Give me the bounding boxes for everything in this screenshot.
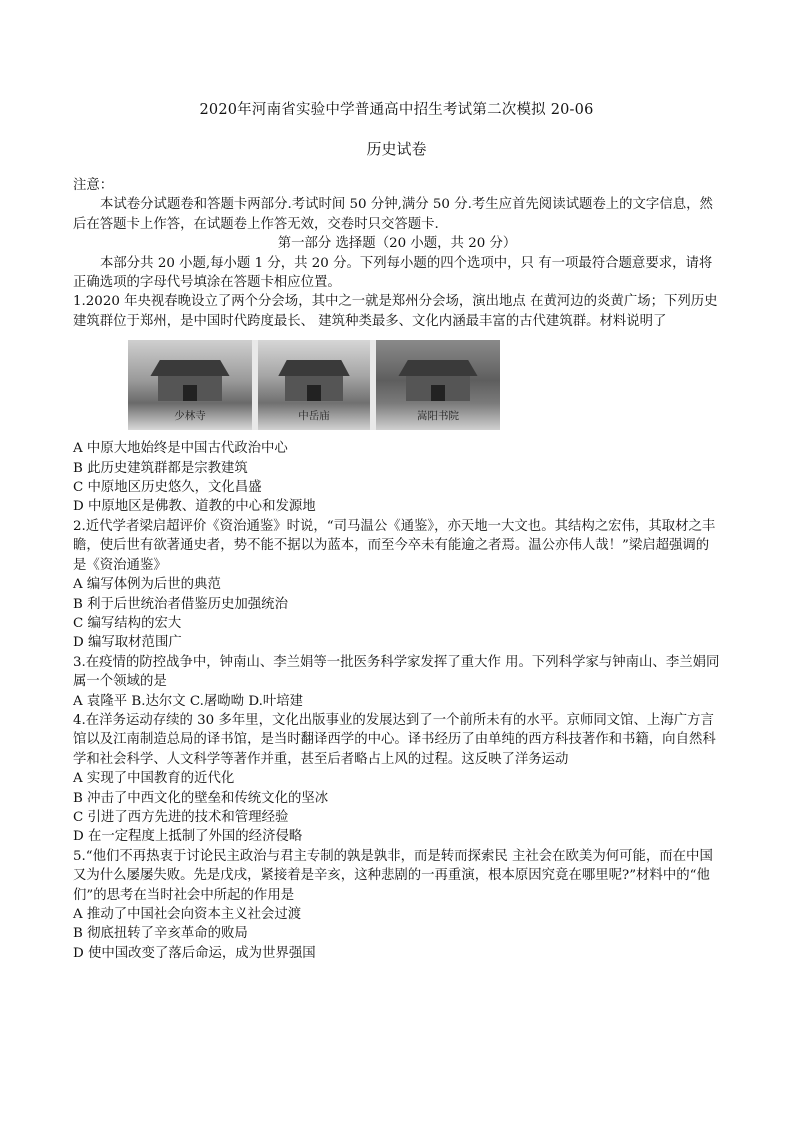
zhongyue-temple-photo — [258, 340, 370, 430]
building-photos — [128, 340, 500, 430]
section-title: 第一部分 选择题（20 小题，共 20 分） — [277, 236, 517, 252]
question-2-option-c: C 编写结构的宏大 — [73, 615, 182, 631]
question-2-stem: 2.近代学者梁启超评价《资治通鉴》时说，“司马温公《通鉴》，亦天地一大文也。其结构之宏伟，其取材之丰瞻，使后世有欲著通史者，势不能不据以为蓝本，而至今卒未有能逾之者焉。温公亦伟人哉！”梁启超强调的是《资治通鉴》 — [73, 518, 716, 573]
shaolin-temple-photo — [128, 340, 252, 430]
question-1-stem: 1.2020 年央视春晚设立了两个分会场，其中之一就是郑州分会场，演出地点 在黄河边的炎黄广场；下列历史建筑群位于郑州，是中国时代跨度最长、 建筑种类最多、文化内涵最丰富的古代建筑群。材料说明了 — [73, 294, 718, 329]
question-4-option-b: B 冲击了中西文化的壁垒和传统文化的坚冰 — [73, 790, 329, 806]
songyang-academy-photo — [376, 340, 500, 430]
question-3-options: A 袁隆平 B.达尔文 C.屠呦呦 D.叶培建 — [73, 693, 304, 709]
question-2-option-b: B 利于后世统治者借鉴历史加强统治 — [73, 596, 288, 612]
exam-title: 2020年河南省实验中学普通高中招生考试第二次模拟 20-06 — [199, 102, 594, 118]
question-2-option-a: A 编写体例为后世的典范 — [73, 577, 221, 593]
section-intro: 本部分共 20 小题,每小题 1 分，共 20 分。下列每小题的四个选项中，只 有一项最符合题意要求，请将正确选项的字母代号填涂在答题卡相应位置。 — [73, 255, 713, 291]
exam-body — [73, 176, 721, 963]
question-1-option-a: A 中原大地始终是中国古代政治中心 — [73, 441, 288, 457]
exam-subject: 历史试卷 — [366, 140, 427, 158]
question-2-option-d: D 编写取材范围广 — [73, 635, 182, 651]
question-5-option-a: A 推动了中国社会向资本主义社会过渡 — [73, 907, 302, 922]
photo-caption: 嵩阳书院 — [417, 409, 459, 422]
question-4-option-a: A 实现了中国教育的近代化 — [73, 771, 235, 787]
question-5-option-d: D 使中国改变了落后命运，成为世界强国 — [73, 945, 316, 961]
question-4-stem: 4.在洋务运动存续的 30 多年里，文化出版事业的发展达到了一个前所未有的水平。京师同文馆、上海广方言馆以及江南制造总局的译书馆，是当时翻译西学的中心。译书经历了由单纯的西方科技著作和书籍，向自然科 学和社会科学、人文科学等著作并重，甚至后者略占上风的过程。这反映了洋务运动 — [73, 712, 716, 767]
photo-caption: 少林寺 — [174, 409, 206, 422]
notice-text: 本试卷分试题卷和答题卡两部分.考试时间 50 分钟,满分 50 分.考生应首先阅读试题卷上的文字信息，然后在答题卡上作答，在试题卷上作答无效，交卷时只交答题卡. — [73, 197, 713, 232]
question-4-option-c: C 引进了西方先进的技术和管理经验 — [73, 809, 289, 825]
question-5-stem: 5.“他们不再热衷于讨论民主政治与君主专制的孰是孰非，而是转而探索民 主社会在欧美为何可能，而在中国又为什么屡屡失败。先是戊戌，紧接着是辛亥，这种悲剧的一再重演，根本原因究竟在哪里呢?”材料中的“他们”的思考在当时社会中所起的作用是 — [73, 848, 713, 903]
question-1-option-d: D 中原地区是佛教、道教的中心和发源地 — [73, 499, 316, 515]
question-1-option-b: B 此历史建筑群都是宗教建筑 — [73, 460, 248, 476]
question-1-option-c: C 中原地区历史悠久，文化昌盛 — [73, 480, 262, 496]
notice-label: 注意： — [73, 178, 114, 193]
photo-caption: 中岳庙 — [298, 409, 330, 422]
question-3-stem: 3.在疫情的防控战争中，钟南山、李兰娟等一批医务科学家发挥了重大作 用。下列科学家与钟南山、李兰娟同属一个领域的是 — [73, 654, 720, 690]
question-4-option-d: D 在一定程度上抵制了外国的经济侵略 — [73, 829, 303, 845]
question-5-option-b: B 彻底扭转了辛亥革命的败局 — [73, 926, 248, 942]
